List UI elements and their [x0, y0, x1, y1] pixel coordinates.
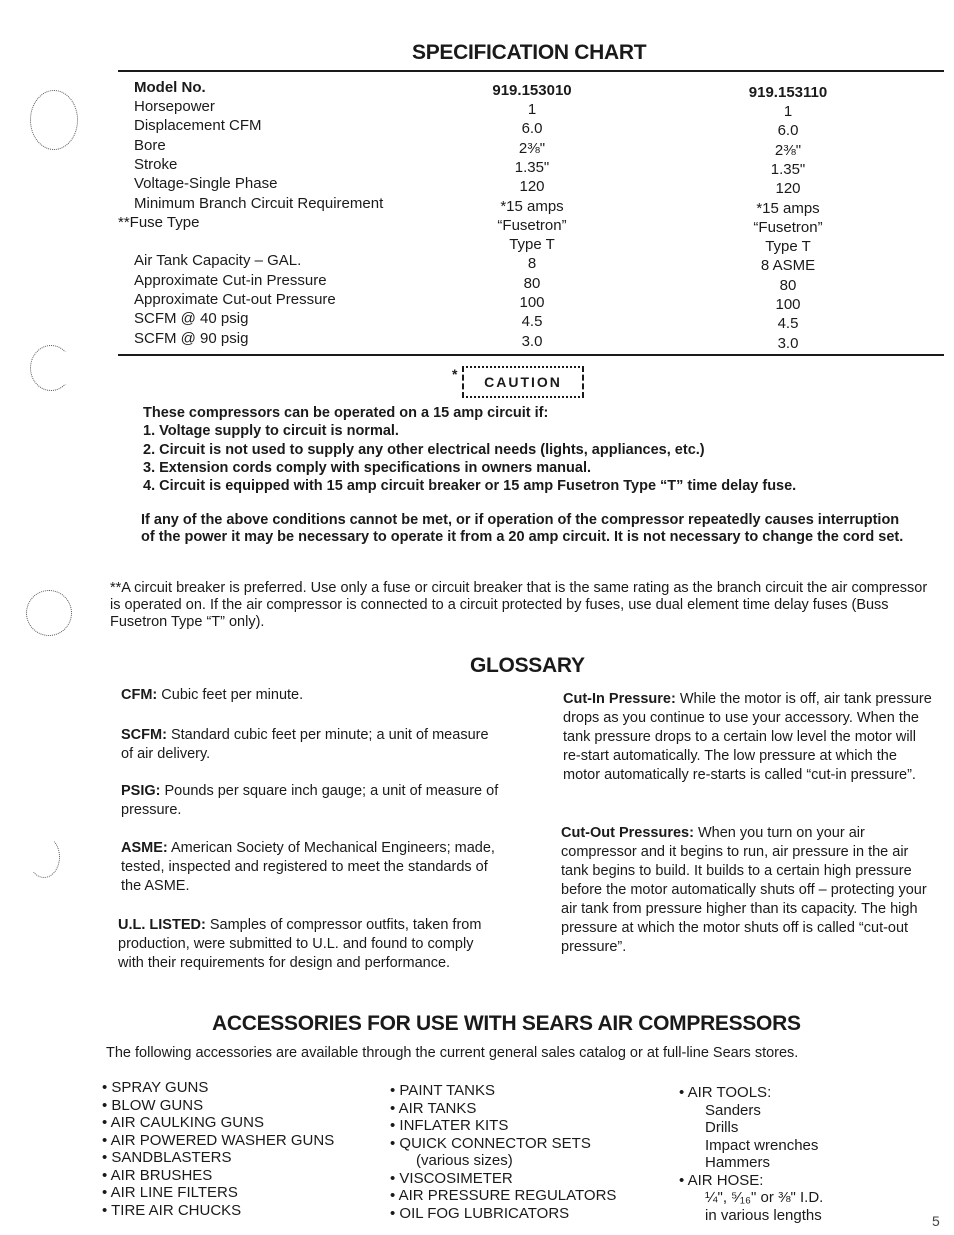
accessory-item: • AIR TANKS	[390, 1099, 477, 1117]
spec-row-label: Approximate Cut-out Pressure	[134, 291, 336, 308]
caution-item: 2. Circuit is not used to supply any other electrical needs (lights, appliances, etc.)	[143, 442, 705, 458]
caution-item: 3. Extension cords comply with specifications in owners manual.	[143, 460, 591, 476]
accessory-item: (various sizes)	[416, 1152, 513, 1169]
accessory-item: • AIR PRESSURE REGULATORS	[390, 1187, 617, 1204]
model-a: 919.153010	[492, 82, 572, 99]
spec-value-model-b: 80	[779, 276, 797, 294]
accessory-item: Hammers	[705, 1154, 771, 1171]
accessories-col-1	[102, 1079, 334, 1219]
caution-item: 1. Voltage supply to circuit is normal.	[143, 423, 399, 439]
accessory-item: Drills	[705, 1119, 739, 1136]
accessory-item: Impact wrenches	[705, 1136, 819, 1154]
spec-value-model-a: 3.0	[521, 332, 543, 350]
def-cutout: When you turn on your air compressor and it begins to run, air pressure in the air tank begins to build. It builds to a certain high pressure before the motor automatically shuts off – protecting your air tank from pressure higher than its capacity. The high pressure at which the motor shuts off is called “cut-out pressure”.	[561, 825, 927, 955]
spec-value-model-b: *15 amps	[756, 199, 820, 217]
accessory-item: in various lengths	[705, 1206, 822, 1224]
accessory-item: • OIL FOG LUBRICATORS	[390, 1204, 570, 1222]
accessory-item: ¼", ⁵⁄₁₆" or ⅜" I.D.	[705, 1189, 824, 1206]
accessories-col-2	[390, 1082, 616, 1222]
term-asme: ASME:	[121, 840, 168, 856]
spec-row-label: Approximate Cut-in Pressure	[134, 271, 327, 289]
term-psig: PSIG:	[121, 783, 161, 799]
model-b: 919.153110	[748, 84, 828, 101]
spec-row-label: SCFM @ 90 psig	[134, 329, 249, 347]
glossary-scfm	[121, 726, 501, 764]
model-label: Model No.	[134, 79, 206, 96]
binder-hole-mark	[30, 90, 78, 150]
accessory-item: • AIR TOOLS:	[679, 1084, 772, 1101]
def-cutin: While the motor is off, air tank pressure drops as you continue to use your accessory. When the tank pressure drops to a certain low level the motor will re-start automatically. The low pressure at which the motor automatically re-starts is called “cut-in pressure”.	[563, 691, 932, 783]
spec-row-label: Voltage-Single Phase	[134, 175, 278, 193]
caution-asterisk: *	[452, 366, 458, 382]
spec-value-model-a: 1	[527, 101, 537, 118]
fuse-note: **A circuit breaker is preferred. Use only a fuse or circuit breaker that is the same rating as the branch circuit the air compressor is operated on. If the air compressor is connected to a circuit protected by fuses, use dual element time delay fuses (Buss Fusetron Type “T” only).	[110, 580, 928, 630]
spec-value-model-a: *15 amps	[500, 197, 564, 215]
accessory-item: • VISCOSIMETER	[390, 1169, 513, 1187]
spec-value-model-a: 1.35"	[514, 158, 550, 176]
accessory-item: • AIR HOSE:	[679, 1171, 764, 1189]
accessory-item: • AIR CAULKING GUNS	[102, 1114, 264, 1131]
spec-value-model-b: 4.5	[777, 315, 799, 333]
spec-value-model-a: Type T	[509, 236, 555, 254]
spec-value-model-b: “Fusetron”	[753, 218, 823, 236]
accessories-title: ACCESSORIES FOR USE WITH SEARS AIR COMPRESSORS	[212, 1012, 801, 1035]
def-asme: American Society of Mechanical Engineers; made, tested, inspected and registered to meet the standards of the ASME.	[121, 840, 495, 894]
def-psig: Pounds per square inch gauge; a unit of measure of pressure.	[121, 783, 499, 818]
caution-badge	[462, 366, 584, 398]
spec-value-model-a: 120	[519, 178, 545, 196]
spec-title: SPECIFICATION CHART	[412, 41, 647, 64]
def-cfm: Cubic feet per minute.	[157, 687, 304, 703]
page-number: 5	[932, 1213, 940, 1229]
accessory-item: • SPRAY GUNS	[102, 1079, 209, 1096]
spec-value-model-a: 8	[527, 255, 537, 273]
accessory-item: • AIR POWERED WASHER GUNS	[102, 1131, 335, 1149]
glossary-cfm	[121, 686, 501, 705]
spec-row-label: Minimum Branch Circuit Requirement	[134, 194, 384, 212]
spec-value-model-a: “Fusetron”	[497, 216, 567, 234]
accessory-item: Sanders	[705, 1101, 761, 1119]
term-cfm: CFM:	[121, 687, 158, 703]
spec-row-label: Displacement CFM	[134, 117, 262, 135]
glossary-cutout	[561, 824, 933, 957]
accessory-item: • SANDBLASTERS	[102, 1149, 232, 1166]
accessories-col-3	[679, 1084, 823, 1224]
glossary-asme	[121, 839, 496, 896]
spec-top-rule	[118, 70, 944, 72]
spec-value-model-a: 6.0	[521, 120, 543, 138]
caution-intro: These compressors can be operated on a 15 amp circuit if:	[143, 405, 549, 421]
spec-value-model-b: 1.35"	[770, 160, 806, 178]
spec-row-label: Horsepower	[134, 98, 215, 115]
accessory-item: • QUICK CONNECTOR SETS	[390, 1134, 591, 1152]
accessory-item: • AIR BRUSHES	[102, 1166, 213, 1184]
def-ul: Samples of compressor outfits, taken from production, were submitted to U.L. and found to comply with their requirements for design and performance.	[118, 917, 482, 971]
spec-row-label: Bore	[134, 136, 166, 154]
spec-row-label: Air Tank Capacity – GAL.	[134, 252, 302, 270]
spec-value-model-b: 120	[775, 180, 801, 198]
binder-hole-mark	[30, 345, 72, 391]
term-ul: U.L. LISTED:	[118, 917, 206, 933]
caution-item: 4. Circuit is equipped with 15 amp circuit breaker or 15 amp Fusetron Type “T” time delay fuse.	[143, 478, 797, 494]
spec-value-model-a: 4.5	[521, 313, 543, 331]
glossary-title: GLOSSARY	[470, 654, 585, 677]
term-cutout: Cut-Out Pressures:	[561, 825, 694, 841]
accessory-item: • INFLATER KITS	[390, 1117, 509, 1134]
glossary-psig	[121, 782, 501, 820]
spec-row-label: SCFM @ 40 psig	[134, 310, 249, 328]
spec-value-model-a: 100	[519, 294, 545, 311]
spec-value-model-b: 8 ASME	[760, 257, 816, 275]
spec-value-model-b: 3.0	[777, 334, 799, 352]
accessory-item: • TIRE AIR CHUCKS	[102, 1201, 242, 1219]
spec-value-model-b: 100	[775, 296, 801, 313]
accessory-item: • PAINT TANKS	[390, 1082, 495, 1099]
spec-row-label: Stroke	[134, 155, 178, 173]
accessories-intro: The following accessories are available through the current general sales catalog or at full-line Sears stores.	[106, 1045, 799, 1061]
binder-hole-mark	[28, 836, 60, 878]
caution-label: CAUTION	[484, 374, 562, 390]
glossary-cutin	[563, 690, 935, 785]
spec-value-model-b: 2⅜"	[774, 141, 802, 159]
spec-bottom-rule	[118, 354, 944, 356]
spec-value-model-b: Type T	[765, 238, 811, 256]
accessory-item: • AIR LINE FILTERS	[102, 1184, 238, 1201]
accessory-item: • BLOW GUNS	[102, 1096, 204, 1114]
binder-hole-mark	[26, 590, 72, 636]
spec-value-model-b: 6.0	[777, 122, 799, 140]
caution-warning: If any of the above conditions cannot be met, or if operation of the compressor repeatedly causes interruption of the power it may be necessary to operate it from a 20 amp circuit. It is not necessary to change the cord set.	[141, 512, 904, 545]
glossary-ul	[118, 916, 496, 973]
spec-value-model-a: 2⅜"	[518, 139, 546, 157]
spec-row-label: **Fuse Type	[118, 213, 200, 231]
def-scfm: Standard cubic feet per minute; a unit of measure of air delivery.	[121, 727, 489, 762]
spec-value-model-b: 1	[783, 103, 793, 120]
term-scfm: SCFM:	[121, 727, 167, 743]
term-cutin: Cut-In Pressure:	[563, 691, 676, 707]
spec-value-model-a: 80	[523, 274, 541, 292]
